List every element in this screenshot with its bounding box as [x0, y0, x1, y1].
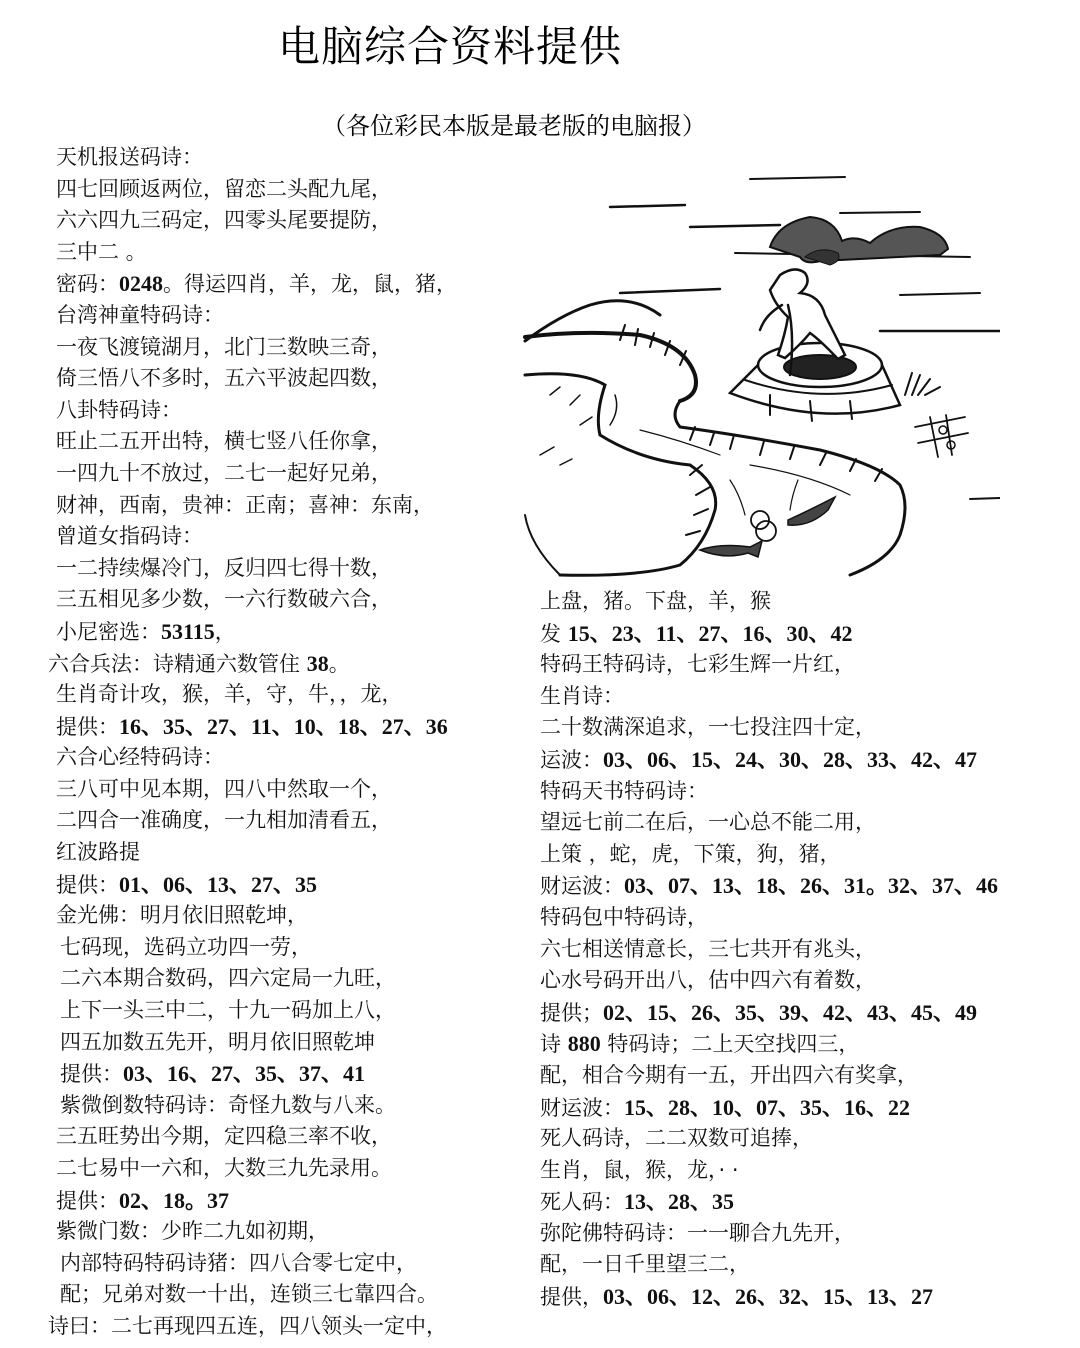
text-line — [56, 268, 526, 300]
text-line: 死人码诗，二二双数可追捧， — [540, 1126, 813, 1151]
text-line: 生肖诗： — [540, 683, 624, 708]
text-line: 天机报送码诗： — [56, 145, 203, 169]
text-line: 二四合一准确度，一九相加清看五， — [56, 808, 392, 833]
number-list: 13、28、35 — [624, 1189, 735, 1215]
line-label: 六合兵法：诗精通六数管住 — [48, 651, 307, 676]
number-list: 02、15、26、35、39、42、43、45、49 — [603, 999, 978, 1025]
text-line — [56, 616, 526, 648]
text-line: 倚三悟八不多时，五六平波起四数， — [56, 366, 392, 391]
line-label: 发 — [540, 621, 568, 646]
line-suffix: 。 — [328, 651, 350, 676]
text-line: 特码王特码诗，七彩生辉一片红， — [540, 652, 855, 677]
line-label: 死人码： — [540, 1190, 624, 1215]
line-label: 小尼密选： — [56, 619, 161, 644]
text-line: 生肖奇计攻，猴，羊，守，牛，，龙， — [56, 682, 403, 707]
text-line — [540, 1281, 1070, 1313]
number-list: 03、16、27、35、37、41 — [123, 1061, 366, 1087]
line-label: 提供： — [56, 872, 119, 897]
text-line: 上策 ，蛇，虎，下策，狗，猪， — [540, 841, 841, 866]
text-line: 四五加数五先开，明月依旧照乾坤 — [60, 1029, 375, 1054]
text-line: 一四九十不放过，二七一起好兄弟， — [56, 460, 392, 485]
text-line: 台湾神童特码诗： — [56, 302, 224, 327]
text-line: 三五相见多少数，一六行数破六合， — [56, 587, 392, 612]
text-line: 八卦特码诗： — [56, 397, 182, 422]
number-list: 03、06、12、26、32、15、13、27 — [603, 1284, 934, 1310]
text-line — [540, 1028, 1070, 1060]
text-line — [540, 744, 1070, 776]
text-line: 四七回顾返两位，留恋二头配九尾， — [56, 176, 392, 201]
line-label: 提供， — [540, 1285, 603, 1310]
right-column — [540, 586, 1070, 1313]
text-line: 诗曰：二七再现四五连，四八领头一定中， — [48, 1313, 447, 1338]
number-list: 03、07、13、18、26、31。32、37、46 — [624, 873, 999, 899]
text-line: 弥陀佛特码诗：一一聊合九先开， — [540, 1220, 855, 1245]
number-list: 0248 — [119, 271, 163, 297]
well-river-illustration — [520, 165, 1000, 580]
text-line — [540, 1092, 1070, 1124]
number-list: 880 — [567, 1031, 601, 1057]
text-line: 六六四九三码定，四零头尾要提防， — [56, 208, 392, 233]
number-list: 01、06、13、27、35 — [119, 871, 318, 897]
text-line: 配；兄弟对数一十出，连锁三七靠四合。 — [60, 1282, 438, 1307]
text-line: 二十数满深追求，一七投注四十定， — [540, 715, 876, 740]
text-line — [56, 711, 526, 743]
text-line: 旺止二五开出特，横七竖八任你拿， — [56, 429, 392, 454]
page-title: 电脑综合资料提供 — [278, 22, 623, 71]
line-suffix: ， — [214, 619, 236, 644]
line-label: 运波： — [540, 747, 603, 772]
text-line: 紫微倒数特码诗：奇怪九数与八来。 — [60, 1092, 396, 1117]
line-label: 提供： — [56, 714, 119, 739]
line-suffix: 特码诗；二上天空找四三， — [600, 1032, 860, 1057]
number-list: 16、35、27、11、10、18、27、36 — [119, 713, 448, 739]
text-line: 六合心经特码诗： — [56, 745, 224, 770]
line-label: 提供； — [540, 1000, 603, 1025]
text-line: 财神，西南，贵神：正南；喜神：东南， — [56, 492, 434, 517]
text-line: 二六本期合数码，四六定局一九旺， — [60, 966, 396, 991]
number-list: 02、18。37 — [119, 1187, 230, 1213]
line-label: 密码： — [56, 272, 119, 297]
number-list: 15、28、10、07、35、16、22 — [624, 1094, 911, 1120]
text-line: 心水号码开出八，估中四六有着数， — [540, 968, 876, 993]
text-line: 内部特码特码诗猪：四八合零七定中， — [60, 1250, 417, 1275]
text-line: 一夜飞渡镜湖月，北门三数映三奇， — [56, 334, 392, 359]
line-label: 财运波： — [540, 1095, 624, 1120]
text-line: 曾道女指码诗： — [56, 524, 203, 549]
text-line: 红波路提 — [56, 840, 140, 865]
text-line: 紫微门数：少昨二九如初期， — [56, 1219, 329, 1244]
line-label: 财运波： — [540, 874, 624, 899]
text-line — [540, 870, 1070, 902]
line-suffix: 。得运四肖，羊，龙，鼠，猪， — [163, 272, 457, 297]
line-label: 诗 — [540, 1032, 568, 1057]
number-list: 38 — [306, 650, 329, 676]
text-line — [540, 618, 1070, 650]
text-line: 配，相合今期有一五，开出四六有奖拿， — [540, 1062, 918, 1087]
text-line: 上盘，猪。下盘，羊，猴 — [540, 589, 771, 613]
page-subtitle: （各位彩民本版是最老版的电脑报） — [322, 112, 706, 140]
text-line: 三中二 。 — [56, 239, 147, 264]
text-line: 七码现，选码立功四一劳， — [60, 934, 312, 959]
text-line: 特码包中特码诗， — [540, 904, 708, 929]
number-list: 03、06、15、24、30、28、33、42、47 — [603, 746, 978, 772]
text-line — [56, 869, 526, 901]
text-line — [56, 1185, 526, 1217]
text-line: 生肖，鼠，猴，龙，· · — [540, 1157, 739, 1182]
text-line — [60, 1058, 526, 1090]
text-line — [540, 997, 1070, 1029]
left-column — [48, 142, 526, 1343]
line-label: 提供： — [56, 1188, 119, 1213]
text-line — [540, 1186, 1070, 1218]
text-line: 上下一头三中二，十九一码加上八， — [60, 998, 396, 1023]
illustration-icon — [520, 165, 1000, 580]
line-label: 提供： — [60, 1062, 123, 1087]
text-line: 望远七前二在后，一心总不能二用， — [540, 810, 876, 835]
text-line — [48, 648, 526, 680]
number-list: 53115 — [161, 618, 215, 644]
text-line: 配，一日千里望三二， — [540, 1252, 750, 1277]
text-line: 金光佛：明月依旧照乾坤， — [56, 903, 308, 928]
number-list: 15、23、11、27、16、30、42 — [567, 620, 853, 646]
text-line: 三八可中见本期，四八中然取一个， — [56, 776, 392, 801]
text-line: 三五旺势出今期，定四稳三率不收， — [56, 1124, 392, 1149]
text-line: 二七易中一六和，大数三九先录用。 — [56, 1156, 392, 1180]
text-line: 特码天书特码诗： — [540, 778, 708, 803]
text-line: 一二持续爆冷门，反归四七得十数， — [56, 555, 392, 580]
text-line: 六七相送情意长，三七共开有兆头， — [540, 936, 876, 961]
